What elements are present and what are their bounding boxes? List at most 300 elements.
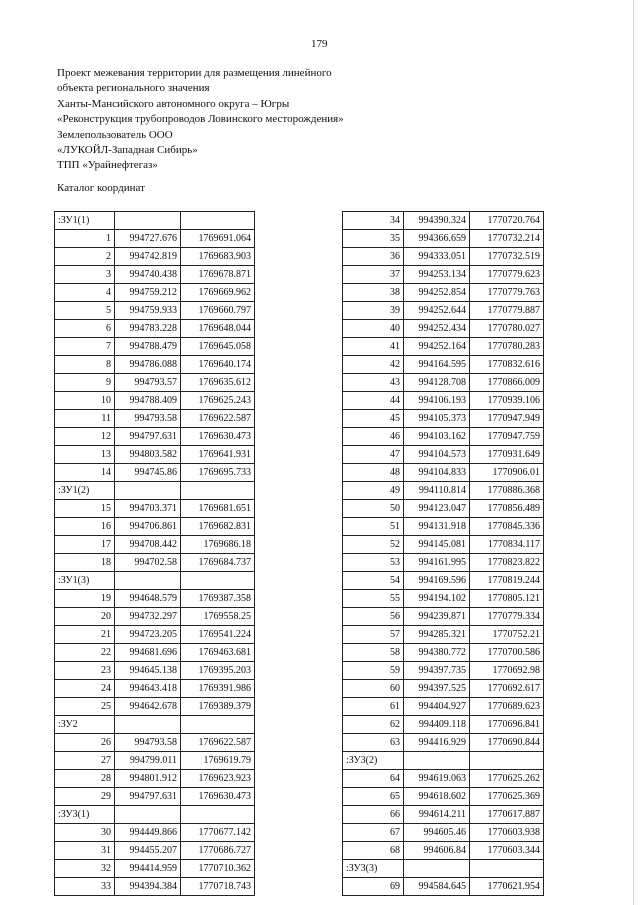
table-row (343, 266, 544, 284)
y-coordinate-cell: 1770780.283 (470, 338, 544, 356)
x-coordinate-cell: 994131.918 (404, 518, 470, 536)
y-coordinate-cell: 1769635.612 (181, 374, 255, 392)
y-coordinate-cell: 1770625.369 (470, 788, 544, 806)
table-row (343, 680, 544, 698)
x-coordinate-cell: 994606.84 (404, 842, 470, 860)
x-coordinate-cell: 994727.676 (115, 230, 181, 248)
table-row (55, 626, 255, 644)
x-coordinate-cell: 994104.833 (404, 464, 470, 482)
y-coordinate-cell: 1770603.344 (470, 842, 544, 860)
table-row (343, 302, 544, 320)
x-coordinate-cell: 994742.819 (115, 248, 181, 266)
x-coordinate-cell: 994110.814 (404, 482, 470, 500)
table-row (55, 320, 255, 338)
y-coordinate-cell: 1770752.21 (470, 626, 544, 644)
table-row (343, 788, 544, 806)
table-row (55, 248, 255, 266)
point-number-cell: 8 (55, 356, 115, 374)
section-label: :ЗУ1(2) (55, 482, 115, 500)
table-row (343, 842, 544, 860)
point-number-cell: 37 (343, 266, 404, 284)
header-line: Землепользователь ООО (57, 128, 173, 141)
x-coordinate-cell: 994455.207 (115, 842, 181, 860)
x-coordinate-cell: 994642.678 (115, 698, 181, 716)
x-coordinate-cell: 994618.602 (404, 788, 470, 806)
y-coordinate-cell: 1770603.938 (470, 824, 544, 842)
y-coordinate-cell: 1770686.727 (181, 842, 255, 860)
table-row (55, 392, 255, 410)
section-row (55, 572, 255, 590)
y-coordinate-cell: 1769619.79 (181, 752, 255, 770)
table-row (55, 230, 255, 248)
point-number-cell: 67 (343, 824, 404, 842)
x-coordinate-cell: 994164.595 (404, 356, 470, 374)
point-number-cell: 34 (343, 212, 404, 230)
table-row (55, 608, 255, 626)
point-number-cell: 25 (55, 698, 115, 716)
point-number-cell: 42 (343, 356, 404, 374)
table-row (55, 428, 255, 446)
x-coordinate-cell: 994145.081 (404, 536, 470, 554)
x-coordinate-cell: 994252.434 (404, 320, 470, 338)
table-row (55, 554, 255, 572)
y-coordinate-cell: 1770823.822 (470, 554, 544, 572)
table-row (343, 230, 544, 248)
y-coordinate-cell: 1769389.379 (181, 698, 255, 716)
x-coordinate-cell: 994643.418 (115, 680, 181, 698)
x-coordinate-cell: 994708.442 (115, 536, 181, 554)
y-coordinate-cell: 1770718.743 (181, 878, 255, 896)
table-row (343, 698, 544, 716)
point-number-cell: 26 (55, 734, 115, 752)
table-row (343, 464, 544, 482)
header-line: «ЛУКОЙЛ-Западная Сибирь» (57, 144, 198, 157)
y-coordinate-cell: 1770732.214 (470, 230, 544, 248)
point-number-cell: 58 (343, 644, 404, 662)
y-coordinate-cell: 1769395.203 (181, 662, 255, 680)
point-number-cell: 23 (55, 662, 115, 680)
point-number-cell: 36 (343, 248, 404, 266)
x-coordinate-cell: 994397.735 (404, 662, 470, 680)
section-row (55, 212, 255, 230)
table-row (343, 662, 544, 680)
y-coordinate-cell: 1770692.98 (470, 662, 544, 680)
section-label: :ЗУ1(3) (55, 572, 115, 590)
table-row (343, 248, 544, 266)
y-coordinate-cell: 1770779.623 (470, 266, 544, 284)
empty-cell (470, 860, 544, 878)
x-coordinate-cell: 994252.854 (404, 284, 470, 302)
empty-cell (115, 482, 181, 500)
scan-edge-line (633, 0, 634, 905)
y-coordinate-cell: 1770947.759 (470, 428, 544, 446)
x-coordinate-cell: 994801.912 (115, 770, 181, 788)
empty-cell (115, 806, 181, 824)
point-number-cell: 16 (55, 518, 115, 536)
point-number-cell: 68 (343, 842, 404, 860)
point-number-cell: 61 (343, 698, 404, 716)
header-line: Проект межевания территории для размещения линейного (57, 67, 332, 79)
table-row (343, 626, 544, 644)
table-row (55, 644, 255, 662)
table-row (343, 320, 544, 338)
x-coordinate-cell: 994619.063 (404, 770, 470, 788)
y-coordinate-cell: 1770856.489 (470, 500, 544, 518)
x-coordinate-cell: 994759.212 (115, 284, 181, 302)
header-line: объекта регионального значения (57, 82, 210, 95)
x-coordinate-cell: 994648.579 (115, 590, 181, 608)
table-row (55, 842, 255, 860)
point-number-cell: 24 (55, 680, 115, 698)
table-row (55, 446, 255, 464)
x-coordinate-cell: 994409.118 (404, 716, 470, 734)
x-coordinate-cell: 994366.659 (404, 230, 470, 248)
point-number-cell: 22 (55, 644, 115, 662)
section-label: :ЗУ3(2) (343, 752, 404, 770)
table-row (343, 770, 544, 788)
x-coordinate-cell: 994797.631 (115, 428, 181, 446)
table-row (343, 734, 544, 752)
y-coordinate-cell: 1769623.923 (181, 770, 255, 788)
table-row (55, 734, 255, 752)
table-row (343, 518, 544, 536)
table-row (343, 446, 544, 464)
section-label: :ЗУ3(3) (343, 860, 404, 878)
x-coordinate-cell: 994614.211 (404, 806, 470, 824)
x-coordinate-cell: 994703.371 (115, 500, 181, 518)
x-coordinate-cell: 994702.58 (115, 554, 181, 572)
table-row (343, 644, 544, 662)
table-row (343, 806, 544, 824)
y-coordinate-cell: 1770617.887 (470, 806, 544, 824)
y-coordinate-cell: 1770906.01 (470, 464, 544, 482)
y-coordinate-cell: 1769681.651 (181, 500, 255, 518)
point-number-cell: 2 (55, 248, 115, 266)
table-row (55, 680, 255, 698)
y-coordinate-cell: 1770845.336 (470, 518, 544, 536)
y-coordinate-cell: 1770805.121 (470, 590, 544, 608)
y-coordinate-cell: 1770886.368 (470, 482, 544, 500)
table-row (343, 482, 544, 500)
table-row (55, 500, 255, 518)
point-number-cell: 64 (343, 770, 404, 788)
x-coordinate-cell: 994390.324 (404, 212, 470, 230)
y-coordinate-cell: 1770819.244 (470, 572, 544, 590)
y-coordinate-cell: 1770939.106 (470, 392, 544, 410)
point-number-cell: 46 (343, 428, 404, 446)
x-coordinate-cell: 994788.479 (115, 338, 181, 356)
point-number-cell: 57 (343, 626, 404, 644)
y-coordinate-cell: 1769622.587 (181, 410, 255, 428)
y-coordinate-cell: 1769641.931 (181, 446, 255, 464)
empty-cell (181, 806, 255, 824)
x-coordinate-cell: 994169.596 (404, 572, 470, 590)
section-label: :ЗУ1(1) (55, 212, 115, 230)
catalog-title: Каталог координат (57, 182, 145, 194)
header-line: «Реконструкция трубопроводов Ловинского месторождения» (57, 113, 344, 126)
coordinates-table-right (342, 211, 544, 896)
y-coordinate-cell: 1769387.358 (181, 590, 255, 608)
y-coordinate-cell: 1770720.764 (470, 212, 544, 230)
point-number-cell: 62 (343, 716, 404, 734)
table-row (343, 590, 544, 608)
x-coordinate-cell: 994397.525 (404, 680, 470, 698)
y-coordinate-cell: 1769391.986 (181, 680, 255, 698)
point-number-cell: 40 (343, 320, 404, 338)
empty-cell (115, 716, 181, 734)
y-coordinate-cell: 1770677.142 (181, 824, 255, 842)
table-row (55, 374, 255, 392)
point-number-cell: 20 (55, 608, 115, 626)
x-coordinate-cell: 994285.321 (404, 626, 470, 644)
table-row (343, 284, 544, 302)
point-number-cell: 45 (343, 410, 404, 428)
point-number-cell: 4 (55, 284, 115, 302)
y-coordinate-cell: 1770710.362 (181, 860, 255, 878)
point-number-cell: 54 (343, 572, 404, 590)
table-row (343, 410, 544, 428)
y-coordinate-cell: 1769625.243 (181, 392, 255, 410)
x-coordinate-cell: 994103.162 (404, 428, 470, 446)
table-row (343, 212, 544, 230)
empty-cell (115, 572, 181, 590)
y-coordinate-cell: 1769660.797 (181, 302, 255, 320)
table-row (55, 464, 255, 482)
section-label: :ЗУ2 (55, 716, 115, 734)
y-coordinate-cell: 1769463.681 (181, 644, 255, 662)
table-row (55, 662, 255, 680)
section-row (343, 752, 544, 770)
point-number-cell: 7 (55, 338, 115, 356)
x-coordinate-cell: 994161.995 (404, 554, 470, 572)
y-coordinate-cell: 1770866.009 (470, 374, 544, 392)
x-coordinate-cell: 994252.164 (404, 338, 470, 356)
point-number-cell: 53 (343, 554, 404, 572)
x-coordinate-cell: 994239.871 (404, 608, 470, 626)
table-row (343, 338, 544, 356)
header-line: Ханты-Мансийского автономного округа – Югры (57, 97, 290, 110)
x-coordinate-cell: 994732.297 (115, 608, 181, 626)
point-number-cell: 33 (55, 878, 115, 896)
table-row (343, 608, 544, 626)
y-coordinate-cell: 1769683.903 (181, 248, 255, 266)
empty-cell (181, 572, 255, 590)
x-coordinate-cell: 994404.927 (404, 698, 470, 716)
y-coordinate-cell: 1770732.519 (470, 248, 544, 266)
table-row (343, 716, 544, 734)
point-number-cell: 47 (343, 446, 404, 464)
table-row (55, 788, 255, 806)
table-row (55, 302, 255, 320)
x-coordinate-cell: 994380.772 (404, 644, 470, 662)
y-coordinate-cell: 1769678.871 (181, 266, 255, 284)
point-number-cell: 32 (55, 860, 115, 878)
point-number-cell: 65 (343, 788, 404, 806)
point-number-cell: 48 (343, 464, 404, 482)
x-coordinate-cell: 994194.102 (404, 590, 470, 608)
y-coordinate-cell: 1770779.887 (470, 302, 544, 320)
x-coordinate-cell: 994106.193 (404, 392, 470, 410)
x-coordinate-cell: 994128.708 (404, 374, 470, 392)
table-row (55, 824, 255, 842)
y-coordinate-cell: 1770690.844 (470, 734, 544, 752)
point-number-cell: 44 (343, 392, 404, 410)
document-header (57, 66, 344, 174)
y-coordinate-cell: 1769630.473 (181, 788, 255, 806)
point-number-cell: 14 (55, 464, 115, 482)
y-coordinate-cell: 1770692.617 (470, 680, 544, 698)
point-number-cell: 3 (55, 266, 115, 284)
table-row (55, 698, 255, 716)
x-coordinate-cell: 994333.051 (404, 248, 470, 266)
x-coordinate-cell: 994797.631 (115, 788, 181, 806)
point-number-cell: 5 (55, 302, 115, 320)
table-row (343, 554, 544, 572)
page-number: 179 (311, 38, 328, 50)
y-coordinate-cell: 1769691.064 (181, 230, 255, 248)
x-coordinate-cell: 994105.373 (404, 410, 470, 428)
section-row (343, 860, 544, 878)
y-coordinate-cell: 1769695.733 (181, 464, 255, 482)
point-number-cell: 18 (55, 554, 115, 572)
section-row (55, 716, 255, 734)
point-number-cell: 19 (55, 590, 115, 608)
point-number-cell: 49 (343, 482, 404, 500)
header-line: ТПП «Урайнефтегаз» (57, 159, 158, 172)
y-coordinate-cell: 1770700.586 (470, 644, 544, 662)
point-number-cell: 29 (55, 788, 115, 806)
point-number-cell: 15 (55, 500, 115, 518)
y-coordinate-cell: 1770779.334 (470, 608, 544, 626)
table-row (55, 266, 255, 284)
y-coordinate-cell: 1769669.962 (181, 284, 255, 302)
table-row (343, 428, 544, 446)
y-coordinate-cell: 1769558.25 (181, 608, 255, 626)
empty-cell (470, 752, 544, 770)
y-coordinate-cell: 1770696.841 (470, 716, 544, 734)
x-coordinate-cell: 994394.384 (115, 878, 181, 896)
point-number-cell: 56 (343, 608, 404, 626)
table-row (343, 536, 544, 554)
table-row (55, 284, 255, 302)
x-coordinate-cell: 994723.205 (115, 626, 181, 644)
y-coordinate-cell: 1769630.473 (181, 428, 255, 446)
table-row (55, 338, 255, 356)
x-coordinate-cell: 994416.929 (404, 734, 470, 752)
x-coordinate-cell: 994584.645 (404, 878, 470, 896)
x-coordinate-cell: 994793.58 (115, 734, 181, 752)
point-number-cell: 59 (343, 662, 404, 680)
x-coordinate-cell: 994793.58 (115, 410, 181, 428)
y-coordinate-cell: 1769640.174 (181, 356, 255, 374)
section-label: :ЗУ3(1) (55, 806, 115, 824)
table-row (55, 410, 255, 428)
point-number-cell: 28 (55, 770, 115, 788)
empty-cell (115, 212, 181, 230)
point-number-cell: 11 (55, 410, 115, 428)
empty-cell (404, 860, 470, 878)
y-coordinate-cell: 1770834.117 (470, 536, 544, 554)
x-coordinate-cell: 994449.866 (115, 824, 181, 842)
y-coordinate-cell: 1769682.831 (181, 518, 255, 536)
empty-cell (181, 482, 255, 500)
x-coordinate-cell: 994252.644 (404, 302, 470, 320)
x-coordinate-cell: 994803.582 (115, 446, 181, 464)
x-coordinate-cell: 994414.959 (115, 860, 181, 878)
x-coordinate-cell: 994788.409 (115, 392, 181, 410)
x-coordinate-cell: 994745.86 (115, 464, 181, 482)
x-coordinate-cell: 994759.933 (115, 302, 181, 320)
point-number-cell: 21 (55, 626, 115, 644)
table-row (55, 518, 255, 536)
point-number-cell: 52 (343, 536, 404, 554)
table-row (343, 500, 544, 518)
y-coordinate-cell: 1769622.587 (181, 734, 255, 752)
y-coordinate-cell: 1769686.18 (181, 536, 255, 554)
table-row (55, 770, 255, 788)
table-row (55, 356, 255, 374)
x-coordinate-cell: 994793.57 (115, 374, 181, 392)
point-number-cell: 50 (343, 500, 404, 518)
x-coordinate-cell: 994605.46 (404, 824, 470, 842)
point-number-cell: 66 (343, 806, 404, 824)
x-coordinate-cell: 994783.228 (115, 320, 181, 338)
table-row (343, 392, 544, 410)
point-number-cell: 43 (343, 374, 404, 392)
table-row (343, 572, 544, 590)
table-row (343, 824, 544, 842)
point-number-cell: 60 (343, 680, 404, 698)
point-number-cell: 63 (343, 734, 404, 752)
x-coordinate-cell: 994104.573 (404, 446, 470, 464)
section-row (55, 806, 255, 824)
table-row (55, 536, 255, 554)
coordinates-table-left (54, 211, 255, 896)
point-number-cell: 12 (55, 428, 115, 446)
table-row (343, 356, 544, 374)
point-number-cell: 38 (343, 284, 404, 302)
section-row (55, 482, 255, 500)
y-coordinate-cell: 1770931.649 (470, 446, 544, 464)
empty-cell (404, 752, 470, 770)
x-coordinate-cell: 994253.134 (404, 266, 470, 284)
point-number-cell: 69 (343, 878, 404, 896)
y-coordinate-cell: 1770780.027 (470, 320, 544, 338)
point-number-cell: 10 (55, 392, 115, 410)
point-number-cell: 30 (55, 824, 115, 842)
point-number-cell: 9 (55, 374, 115, 392)
x-coordinate-cell: 994706.861 (115, 518, 181, 536)
empty-cell (181, 212, 255, 230)
point-number-cell: 17 (55, 536, 115, 554)
y-coordinate-cell: 1770689.623 (470, 698, 544, 716)
point-number-cell: 1 (55, 230, 115, 248)
table-row (343, 374, 544, 392)
table-row (343, 878, 544, 896)
x-coordinate-cell: 994786.088 (115, 356, 181, 374)
point-number-cell: 27 (55, 752, 115, 770)
point-number-cell: 6 (55, 320, 115, 338)
y-coordinate-cell: 1769645.058 (181, 338, 255, 356)
table-row (55, 752, 255, 770)
point-number-cell: 35 (343, 230, 404, 248)
y-coordinate-cell: 1769648.044 (181, 320, 255, 338)
point-number-cell: 41 (343, 338, 404, 356)
y-coordinate-cell: 1770625.262 (470, 770, 544, 788)
y-coordinate-cell: 1769541.224 (181, 626, 255, 644)
empty-cell (181, 716, 255, 734)
point-number-cell: 39 (343, 302, 404, 320)
